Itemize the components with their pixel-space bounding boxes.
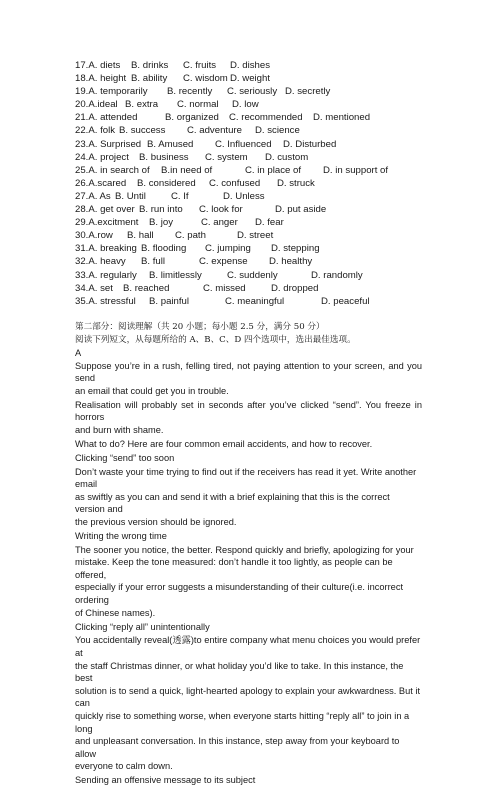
option-b: B. business <box>139 151 189 163</box>
option-d: D. dropped <box>271 282 319 294</box>
option-d: D. Disturbed <box>283 138 337 150</box>
paragraph-reply-all <box>75 634 422 773</box>
option-a: 23.A. Surprised <box>75 138 142 150</box>
section-title: 第二部分：阅读理解（共 20 小题；每小题 2.5 分，满分 50 分） <box>75 322 325 332</box>
option-row <box>75 242 495 255</box>
option-d: D. healthy <box>269 256 313 268</box>
option-d: D. low <box>232 99 259 111</box>
option-a: 28.A. get over <box>75 204 135 216</box>
text-line: Don’t waste your time trying to find out if the receivers has read it yet. Write another email <box>75 466 417 490</box>
option-b: B. drinks <box>131 60 169 71</box>
option-a: 32.A. heavy <box>75 256 126 268</box>
option-b: B. considered <box>137 177 196 189</box>
option-c: C. anger <box>201 217 238 229</box>
question-line: What to do? Here are four common email accidents, and how to recover. <box>75 438 373 449</box>
option-b: B. limitlessly <box>149 269 202 281</box>
option-row <box>75 295 495 308</box>
text-line: as swiftly as you can and send it with a brief explaining that this is the correct version and <box>75 491 390 515</box>
option-row <box>75 138 495 151</box>
option-d: D. put aside <box>275 204 327 216</box>
subheading-send-too-soon: Clicking “send” too soon <box>75 452 175 463</box>
option-c: C. jumping <box>205 243 251 255</box>
text-line: Suppose you’re in a rush, felling tired, not paying attention to your screen, and you send <box>75 360 422 384</box>
section-instructions: 阅读下列短文，从每题所给的 A、B、C、D 四个选项中，选出最佳选项。 <box>75 335 356 345</box>
option-b: B. extra <box>125 99 159 111</box>
subheading-wrong-time: Writing the wrong time <box>75 530 167 541</box>
option-b: B. run into <box>139 204 183 216</box>
text-line: You accidentally reveal(透露)to entire company what menu choices you would prefer at <box>75 635 421 659</box>
option-a: 24.A. project <box>75 151 129 163</box>
option-d: D. street <box>237 230 274 242</box>
option-d: D. science <box>255 125 300 137</box>
option-c: C. recommended <box>229 112 303 124</box>
subheading-reply-all: Clicking “reply all” unintentionally <box>75 621 210 632</box>
option-row <box>75 124 495 137</box>
option-row <box>75 269 495 282</box>
option-b: B.in need of <box>161 164 213 176</box>
option-a: 26.A.scared <box>75 177 127 189</box>
option-row <box>75 255 495 268</box>
option-row <box>75 203 495 216</box>
text-line: mistake. Keep the tone measured: don’t handle it too lightly, as people can be offered, <box>75 557 393 580</box>
paragraph-wrong-time <box>75 544 422 620</box>
option-c: C. fruits <box>183 60 217 71</box>
option-b: B. hall <box>127 230 154 242</box>
option-c: C. suddenly <box>227 269 278 281</box>
passage-label: A <box>75 348 82 358</box>
option-row <box>75 229 495 242</box>
option-c: C. If <box>171 190 189 202</box>
text-line: of Chinese names). <box>75 607 156 618</box>
text-line: solution is to send a quick, light-hearted apology to explain your awkwardness. But it can <box>75 685 421 709</box>
option-c: C. seriously <box>227 86 278 98</box>
cloze-options-list <box>75 59 495 308</box>
option-c: C. missed <box>203 282 246 294</box>
option-row <box>75 151 495 164</box>
option-d: D. struck <box>277 177 315 189</box>
option-row <box>75 177 495 190</box>
intro-paragraph <box>75 360 422 398</box>
option-d: D. secretly <box>285 86 331 98</box>
option-c: C. in place of <box>245 164 301 176</box>
text-line: everyone to calm down. <box>75 761 173 772</box>
option-row <box>75 190 495 203</box>
option-a: 20.A.ideal <box>75 99 118 111</box>
text-line: the previous version should be ignored. <box>75 516 237 527</box>
option-c: C. path <box>175 230 206 242</box>
text-line: and burn with shame. <box>75 424 164 435</box>
option-d: D. in support of <box>323 164 389 176</box>
option-d: D. weight <box>230 73 270 85</box>
option-a: 27.A. As <box>75 190 111 202</box>
option-row <box>75 164 495 177</box>
option-row <box>75 85 495 98</box>
option-a: 19.A. temporarily <box>75 86 148 98</box>
option-c: C. system <box>205 151 248 163</box>
option-b: B. full <box>141 256 165 268</box>
paragraph-send-too-soon <box>75 466 422 529</box>
option-a: 33.A. regularly <box>75 269 137 281</box>
option-d: D. dishes <box>230 60 270 71</box>
text-line: Realisation will probably set in seconds after you’ve clicked “send”. You freeze in horrors <box>75 399 422 423</box>
option-row <box>75 282 495 295</box>
option-d: D. stepping <box>271 243 320 255</box>
option-a: 30.A.row <box>75 230 113 242</box>
option-d: D. randomly <box>311 269 363 281</box>
option-row <box>75 72 495 85</box>
text-line: the staff Christmas dinner, or what holiday you’d like to take. In this instance, the best <box>75 660 404 684</box>
option-c: C. wisdom <box>183 73 228 85</box>
option-c: C. look for <box>199 204 243 216</box>
option-a: 21.A. attended <box>75 112 138 124</box>
option-c: C. confused <box>209 177 261 189</box>
subheading-offensive-message: Sending an offensive message to its subject <box>75 775 256 786</box>
option-b: B. painful <box>149 295 190 307</box>
option-d: D. peaceful <box>321 295 370 307</box>
option-c: C. normal <box>177 99 219 111</box>
option-c: C. adventure <box>187 125 242 137</box>
option-a: 17.A. diets <box>75 60 121 71</box>
option-d: D. fear <box>255 217 284 229</box>
option-row <box>75 98 495 111</box>
option-d: D. mentioned <box>313 112 371 124</box>
option-a: 25.A. in search of <box>75 164 150 176</box>
option-b: B. success <box>119 125 166 137</box>
option-d: D. custom <box>265 151 309 163</box>
option-c: C. meaningful <box>225 295 285 307</box>
option-c: C. Influenced <box>215 138 272 150</box>
reading-passage-a <box>75 347 422 787</box>
option-b: B. Until <box>115 190 146 202</box>
option-a: 35.A. stressful <box>75 295 136 307</box>
option-c: C. expense <box>199 256 248 268</box>
option-b: B. joy <box>149 217 173 229</box>
option-row <box>75 59 495 72</box>
option-a: 31.A. breaking <box>75 243 137 255</box>
option-a: 29.A.excitment <box>75 217 139 229</box>
text-line: The sooner you notice, the better. Respond quickly and briefly, apologizing for your <box>75 544 414 555</box>
option-b: B. ability <box>131 73 168 85</box>
realisation-paragraph <box>75 399 422 437</box>
option-row <box>75 111 495 124</box>
option-b: B. Amused <box>147 138 194 150</box>
text-line: quickly rise to something worse, when everyone starts hitting “reply all” to join in a long <box>75 711 410 734</box>
option-b: B. flooding <box>141 243 187 255</box>
option-a: 22.A. folk <box>75 125 115 137</box>
text-line: especially if your error suggests a misunderstanding of their culture(i.e. incorrect ordering <box>75 582 404 606</box>
text-line: and unpleasant conversation. In this instance, step away from your keyboard to allow <box>75 736 400 759</box>
option-row <box>75 216 495 229</box>
option-b: B. organized <box>165 112 219 124</box>
option-b: B. recently <box>167 86 213 98</box>
reading-section-header <box>0 321 500 347</box>
option-a: 34.A. set <box>75 282 113 294</box>
option-d: D. Unless <box>223 190 265 202</box>
text-line: an email that could get you in trouble. <box>75 385 229 396</box>
option-a: 18.A. height <box>75 73 127 85</box>
option-b: B. reached <box>123 282 170 294</box>
